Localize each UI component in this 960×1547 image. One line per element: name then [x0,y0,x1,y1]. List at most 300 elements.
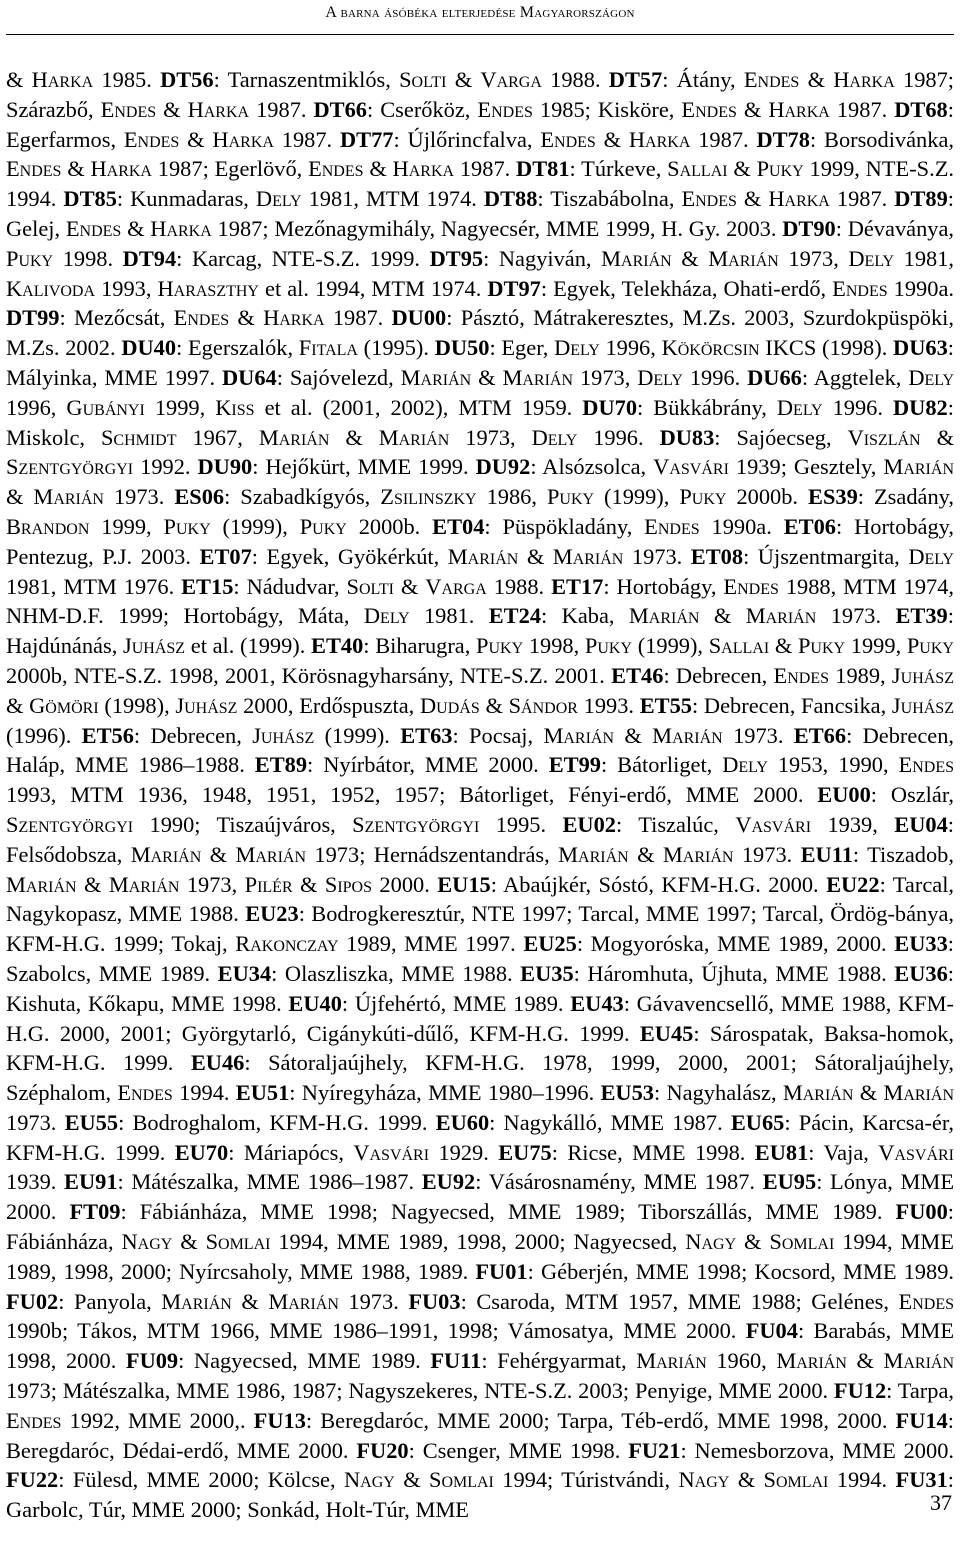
text-run: : Nyírbátor, MME 2000. [307,752,549,778]
author-name: Harka [31,67,94,92]
text-run: 1973. [623,543,691,569]
text-run: & [471,364,503,390]
grid-code: ET46 [611,662,664,688]
text-run: : Csaroda, MTM 1957, MME 1988; Gelénes, [460,1288,899,1314]
author-name: Endes [898,1288,954,1314]
text-run: : Pásztó, Mátrakeresztes, M.Zs. 2003, Szurdokpüspöki, M.Zs. 2002. [6,305,954,361]
grid-code: DT99 [6,305,60,331]
author-name: Dely [848,245,895,271]
author-name: Vasvári [735,811,812,837]
text-run: : Tiszalúc, [616,811,736,837]
text-run: : Mogyoróska, MME 1989, 2000. [576,931,895,957]
grid-code: DT88 [483,186,538,212]
text-run: : Sajóvelezd, [276,364,401,390]
text-run: 1981, MTM 1974. [301,186,484,212]
text-run: : Gelej, [6,186,955,241]
author-name: Nagy [678,1467,730,1493]
text-run: 1987. [829,96,895,122]
author-name: Marián [502,364,574,390]
text-run: : Vásárosnamény, MME 1987. [475,1169,763,1195]
grid-code: EU43 [570,990,624,1016]
author-name: Harka [90,156,152,182]
text-run: 1992. [133,454,198,480]
text-run: 1987. [249,96,314,122]
text-run: (1999). [314,722,401,748]
author-name: Pilér [244,871,293,897]
grid-code: FU09 [125,1348,179,1374]
grid-code: ET04 [432,513,485,539]
author-name: Puky [679,484,727,510]
author-name: Dely [776,394,823,420]
text-run: : Ricse, MME 1998. [551,1139,755,1165]
grid-code: FU13 [253,1407,306,1433]
author-name: Varga [480,67,542,92]
grid-code: EU04 [894,811,948,837]
text-run: : Fábiánháza, [6,1199,955,1255]
text-run: : Egyek, Telekháza, Ohati-erdő, [540,275,833,301]
text-run: & [6,484,34,510]
text-run: & [394,1467,429,1493]
grid-code: EU46 [190,1050,245,1076]
author-name: Varga [425,573,487,599]
author-name: Puky [546,484,595,510]
grid-code: ET07 [199,543,252,569]
author-name: Dely [531,424,578,450]
text-run: 1987. [324,305,392,331]
text-run: (1999), [594,484,680,510]
text-run: 1973; Hernádszentandrás, [306,841,559,867]
text-run: & [393,573,426,599]
text-run: 1973. [722,722,794,748]
author-name: Endes [898,752,954,778]
grid-code: DU40 [121,335,177,361]
author-name: Marián [883,1348,955,1374]
grid-code: DT66 [313,96,367,122]
author-name: Sándor [508,692,578,718]
author-name: Endes [743,67,800,92]
grid-code: FU22 [6,1467,59,1493]
text-run: & [729,1467,764,1493]
author-name: Marián [33,484,104,510]
text-run: 1987. [454,156,517,182]
author-name: Marián [628,603,700,629]
text-run: 1998, [523,633,585,659]
text-run: 1939, [811,811,895,837]
text-run: (1999), [632,633,709,659]
author-name: Harka [768,96,830,122]
text-run: : Pácin, Karcsa-ér, KFM-H.G. 1999. [6,1109,954,1165]
author-name: Harka [263,305,325,331]
text-run: (1995). [357,335,435,361]
author-name: Szentgyörgyi [352,811,480,837]
text-run: & [518,543,553,569]
text-run: : Felsődobsza, [6,811,954,867]
text-run: 1985. [93,67,161,92]
grid-code: ES06 [174,484,225,510]
text-run: : Mezőcsát, [59,305,174,331]
author-name: Puky [163,513,211,539]
text-run: : Sárospatak, Baksa-homok, KFM-H.G. 1999. [6,1020,954,1076]
text-run: 1999, [89,513,164,539]
text-run: 1992, MME 2000,. [61,1407,254,1433]
text-run: : Kaba, [541,603,629,629]
text-run: & [853,1080,884,1106]
author-name: Dely [554,335,600,361]
text-run: : Debrecen, Haláp, MME 1986–1988. [6,722,954,778]
grid-code: EU91 [64,1169,118,1195]
grid-code: FU02 [6,1288,59,1314]
text-run: 1929. [429,1139,499,1165]
text-run: 2000b, NTE-S.Z. 1998, 2001, Körösnagyharsány, NTE-S.Z. 2001. [6,662,612,688]
text-run: & [179,126,213,152]
text-run: (1996). [6,722,82,748]
text-run: 1973. [103,484,175,510]
text-run: 1993, [95,275,158,301]
author-name: Marián [601,245,672,271]
text-run: & [229,305,264,331]
text-run: : Miskolc, [6,394,954,450]
text-run: 1990b; Tákos, MTM 1966, MME 1986–1991, 1998; Vámosatya, MME 2000. [6,1318,746,1344]
author-name: Marián [883,1080,954,1106]
author-name: Endes [123,126,180,152]
text-run: 1987. [273,126,340,152]
author-name: Nagy [343,1467,395,1493]
text-run: : Bátorliget, [600,752,723,778]
text-run: 1973, [573,364,638,390]
grid-code: EU40 [288,990,342,1016]
text-run: : Gávavencsellő, MME 1988, KFM-H.G. 2000, 2001; Györgytarló, Cigánykúti-dűlő, KFM-H.G. 1999. [6,990,954,1046]
grid-code: DT77 [339,126,394,152]
author-name: Dudás [420,692,480,718]
author-name: Somlai [205,1229,271,1255]
text-run: : Mátészalka, MME 1986–1987. [117,1169,422,1195]
text-run: : Hajdúnánás, [6,603,954,659]
text-run: 1990; Tiszaújváros, [133,811,353,837]
text-run: : Barabás, MME 1998, 2000. [6,1318,954,1374]
text-run: 1999, NTE-S.Z. 1994. [6,156,954,212]
text-run: 1973. [733,841,801,867]
text-run: 1981, MTM 1976. [6,573,182,599]
grid-code: EU23 [245,901,299,927]
grid-code: FU11 [430,1348,482,1374]
grid-code: EU25 [523,931,577,957]
author-name: Kalivoda [6,275,96,301]
grid-code: EU60 [435,1109,490,1135]
text-run: 1973, [778,245,849,271]
author-name: Somlai [769,1229,835,1255]
text-run: & [628,841,663,867]
author-name: Endes [100,96,157,122]
text-run: : Csenger, MME 1998. [408,1437,629,1463]
text-run: : Garbolc, Túr, MME 2000; Sonkád, Holt-Túr, MME [6,1467,955,1523]
author-name: Marián [552,543,624,569]
text-run: 1988. [486,573,552,599]
grid-code: ET89 [254,752,308,778]
text-run: 1990a. [887,275,954,301]
text-run: : Nagyecsed, MME 1989. [178,1348,431,1374]
author-name: Puky [797,633,846,659]
text-run: : Borsodivánka, [809,126,954,152]
author-name: Puky [476,633,524,659]
author-name: Harka [212,126,274,152]
author-name: Brandon [6,513,90,539]
grid-code: EU33 [894,931,948,957]
author-name: Marián [130,841,202,867]
text-run: 1967, [176,424,259,450]
author-name: Marián [745,603,817,629]
text-run: : Sátoraljaújhely, KFM-H.G. 1978, 1999, 2000, 2001; Sátoraljaújhely, Széphalom, [6,1050,954,1106]
text-run: 1987. [690,126,757,152]
text-run: 1986, [476,484,547,510]
author-name: Zsilinszky [380,484,477,510]
author-name: Endes [65,215,122,241]
text-run: 1994, MME 1989, 1998, 2000; Nyírcsaholy, MME 1988, 1989. [6,1229,954,1284]
text-run: : Nemesborzova, MME 2000. [680,1437,954,1463]
text-run: & [6,67,32,92]
text-run: : Tarpa, [886,1378,954,1404]
grid-code: DT68 [894,96,948,122]
text-run: : Fábiánháza, MME 1998; Nagyecsed, MME 1989; Tiborszállás, MME 1989. [120,1199,896,1225]
text-run: : Kunmadaras, [116,186,256,212]
text-run: : Szabadkígyós, [224,484,381,510]
text-run: : Fehérgyarmat, [481,1348,637,1374]
author-name: Endes [477,96,533,122]
text-run: & [736,1229,770,1255]
running-header: A barna ásóbéka elterjedése Magyarországon [325,4,635,21]
author-name: Endes [173,305,230,331]
author-name: Marián [708,245,779,271]
grid-code: DT78 [756,126,810,152]
author-name: Harka [768,186,830,212]
grid-code: EU55 [64,1109,119,1135]
author-name: Endes [681,96,737,122]
text-run: : Beregdaróc, Dédai-erdő, MME 2000. [6,1407,954,1463]
grid-code: EU70 [174,1139,229,1165]
text-run: : Panyola, [58,1288,162,1314]
grid-code: EU11 [800,841,853,867]
text-run: 2000, Erdőspuszta, [237,692,420,718]
text-run: : Lónya, MME 2000. [6,1169,954,1225]
body-text [6,65,954,1525]
text-run: 1993, MTM 1936, 1948, 1951, 1952, 1957; Bátorliget, Fényi-erdő, MME 2000. [6,782,818,808]
text-run: : Biharugra, [363,633,477,659]
text-run: & [699,603,746,629]
text-run: 1988. [541,67,609,92]
text-run: & [479,692,509,718]
author-name: Marián [447,543,519,569]
grid-code: DU00 [391,305,447,331]
text-run: : Dévaványa, [835,215,955,241]
text-run: : Eger, [489,335,555,361]
author-name: Marián [235,841,307,867]
grid-code: DU50 [434,335,490,361]
grid-code: DT85 [63,186,117,212]
text-run: : Háromhuta, Újhuta, MME 1988. [573,960,895,986]
author-name: Vasvári [878,1139,954,1165]
author-name: Fitala [298,335,358,361]
text-run: : Tarnaszentmiklós, [213,67,400,92]
text-run: : Bükkábrány, [637,394,777,420]
author-name: Kökörcsin [661,335,760,361]
text-run: & [121,215,151,241]
grid-code: ET66 [793,722,847,748]
author-name: Dely [722,752,768,778]
text-run: (1998), [98,692,176,718]
grid-code: EU22 [826,871,880,897]
author-name: Endes [308,156,364,182]
text-run: : Aggtelek, [801,364,909,390]
grid-code: DT57 [608,67,663,92]
author-name: Endes [832,275,888,301]
author-name: Nagy [685,1229,737,1255]
text-run: & [920,424,954,450]
text-run: 1993. [577,692,640,718]
grid-code: DT94 [122,245,177,271]
grid-code: EU75 [498,1139,552,1165]
author-name: Harka [187,96,250,122]
grid-code: ET63 [400,722,453,748]
grid-code: EU34 [217,960,272,986]
grid-code: DT81 [516,156,570,182]
text-run: 1973. [338,1288,409,1314]
grid-code: EU36 [894,960,948,986]
text-run: & [156,96,188,122]
grid-code: FU04 [745,1318,798,1344]
text-run: : Beregdaróc, MME 2000; Tarpa, Téb-erdő, MME 1998, 2000. [305,1407,896,1433]
grid-code: DU83 [659,424,715,450]
text-run: 1960, [706,1348,777,1374]
author-name: Puky [299,513,347,539]
author-name: Dely [363,603,410,629]
grid-code: FU20 [356,1437,409,1463]
author-name: Marián [258,424,330,450]
grid-code: EU45 [639,1020,694,1046]
grid-code: FU31 [895,1467,948,1493]
author-name: Harka [150,215,212,241]
author-name: Puky [584,633,633,659]
author-name: Gömöri [29,692,99,718]
author-name: Schmidt [100,424,177,450]
author-name: Dely [908,364,954,390]
text-run: : Bodroghalom, KFM-H.G. 1999. [118,1109,436,1135]
author-name: Rakonczay [235,931,339,957]
author-name: Nagy [121,1229,173,1255]
author-name: Marián [558,841,629,867]
text-run: : Hejőkürt, MME 1999. [252,454,476,480]
text-run: 1995. [479,811,563,837]
grid-code: ET17 [551,573,604,599]
text-run: 1985; Kisköre, [532,96,682,122]
author-name: Somlai [763,1467,829,1493]
author-name: Kiss [215,394,255,420]
grid-code: EU81 [754,1139,809,1165]
text-run: : Alsózsolca, [530,454,654,480]
author-name: Dely [637,364,683,390]
grid-code: EU65 [730,1109,785,1135]
text-run: : Tiszadob, [852,841,954,867]
author-name: Marián [652,722,723,748]
text-run: : Fülesd, MME 2000; Kölcse, [58,1467,344,1493]
text-run: & [446,67,481,92]
text-run: 1999, [144,394,216,420]
author-name: Harka [628,126,691,152]
text-run: : Oszlár, [870,782,954,808]
text-run: 1999, [845,633,907,659]
author-name: Solti [399,67,447,92]
grid-code: ET55 [639,692,692,718]
text-run: : Kishuta, Kőkapu, MME 1998. [6,960,954,1016]
text-run: & [201,841,236,867]
author-name: Marián [378,424,450,450]
grid-code: FU12 [833,1378,887,1404]
grid-code: FU14 [895,1407,948,1433]
author-name: Dely [908,543,954,569]
grid-code: DT95 [429,245,484,271]
text-run: & [671,245,709,271]
text-run: & [61,156,91,182]
text-run: : Szabolcs, MME 1989. [6,931,954,986]
text-run: & [736,186,769,212]
author-name: Juhász [175,692,238,718]
author-name: Marián [268,1288,339,1314]
author-name: Juhász [252,722,315,748]
author-name: Endes [6,1407,62,1433]
text-run: : Nádudvar, [233,573,347,599]
text-run: 1994, MME 1989, 1998, 2000; Nagyecsed, [270,1229,686,1255]
grid-code: ET40 [311,633,364,659]
author-name: Marián [161,1288,232,1314]
grid-code: DT90 [782,215,836,241]
text-run: : Abaújkér, Sóstó, KFM-H.G. 2000. [490,871,827,897]
text-run: 1994; Túristvándi, [493,1467,679,1493]
text-run: 1996. [822,394,894,420]
grid-code: ET56 [81,722,134,748]
text-run: & [6,692,30,718]
text-run: : Debrecen, Fancsika, [692,692,892,718]
text-run: et al. 1994, MTM 1974. [259,275,488,301]
text-run: 1973, [449,424,532,450]
author-name: Solti [346,573,394,599]
text-run: : Bodrogkeresztúr, NTE 1997; Tarcal, MME 1997; Tarcal, Ördög-bánya, KFM-H.G. 1999; Tokaj, [6,901,954,957]
text-run: 1998. [53,245,123,271]
author-name: Puky [756,156,804,182]
text-run: & [231,1288,269,1314]
grid-code: FT09 [69,1199,121,1225]
text-run: : Újszentmargita, [743,543,909,569]
text-run: : Karcag, NTE-S.Z. 1999. [176,245,430,271]
author-name: Szentgyörgyi [6,811,134,837]
author-name: Sallai [667,156,728,182]
text-run: : Újlőrincfalva, [393,126,541,152]
text-run: 2000b. [346,513,433,539]
text-run: : Mályinka, MME 1997. [6,335,954,390]
text-run: : Tiszabábolna, [537,186,682,212]
author-name: Haraszthy [157,275,259,301]
grid-code: EU51 [235,1080,290,1106]
text-run: : Vaja, [808,1139,879,1165]
author-name: Harka [392,156,455,182]
text-run: : Hortobágy, [603,573,724,599]
author-name: Szentgyörgyi [6,454,134,480]
text-run: 1987; Szárazbő, [6,67,955,122]
text-run: 1987. [829,186,895,212]
text-run: 1939; Gesztely, [728,454,884,480]
grid-code: ET99 [548,752,601,778]
text-run: 1953, 1990, [767,752,899,778]
text-run: : Géberjén, MME 1998; Kocsord, MME 1989. [527,1258,954,1284]
text-run: 1987; Mezőnagymihály, Nagyecsér, MME 1999, H. Gy. 2003. [211,215,783,241]
text-run: : Cserőköz, [367,96,478,122]
